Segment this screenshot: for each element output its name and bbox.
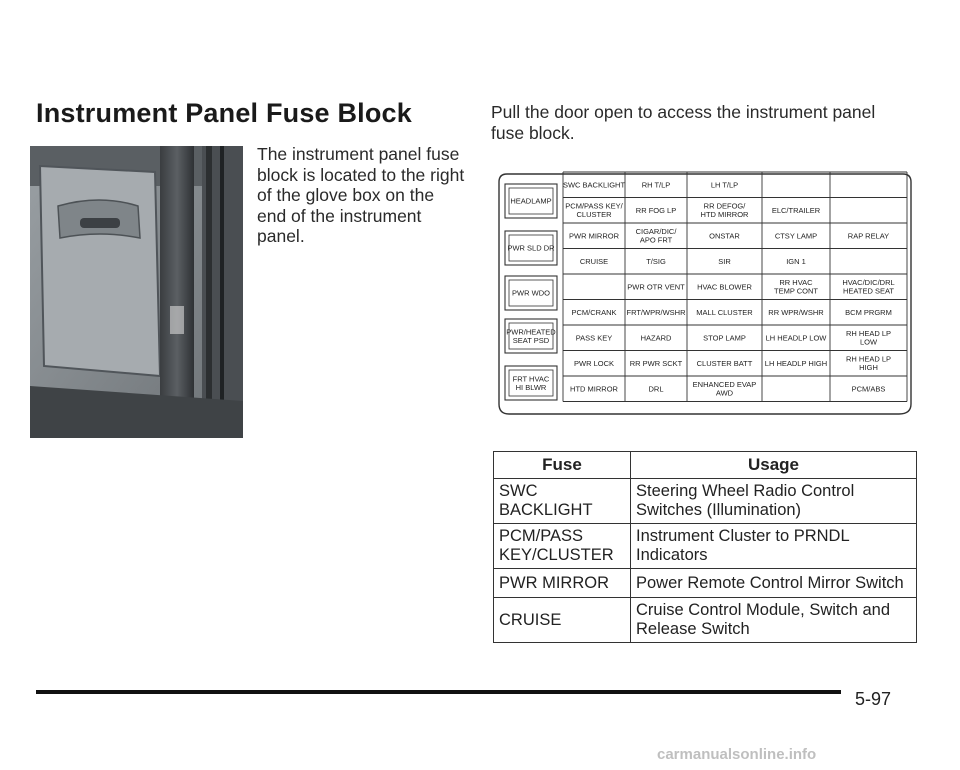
- fuse-label: PCM/PASS KEY/ CLUSTER: [565, 201, 623, 220]
- usage-text: Indicators: [636, 546, 708, 564]
- footer-rule: [36, 690, 841, 694]
- fuse-label: RR WPR/WSHR: [768, 307, 824, 317]
- fuse-block-diagram: [495, 168, 915, 420]
- usage-text: Instrument Cluster to PRNDL: [636, 527, 850, 545]
- fuse-label: RR DEFOG/ HTD MIRROR: [700, 201, 749, 220]
- relay-label: PWR WDO: [512, 288, 550, 298]
- fuse-label: RR PWR SCKT: [629, 358, 683, 368]
- fuse-label: SWC BACKLIGHT: [562, 180, 626, 190]
- access-paragraph: Pull the door open to access the instrument panel fuse block.: [491, 102, 876, 143]
- fuse-text: BACKLIGHT: [499, 501, 593, 519]
- usage-text: Cruise Control Module, Switch and: [636, 601, 891, 619]
- fuse-label: CLUSTER BATT: [696, 358, 753, 368]
- fuse-cell: [494, 479, 631, 524]
- usage-text: Release Switch: [636, 620, 750, 638]
- table-row: [494, 524, 917, 569]
- page-title: Instrument Panel Fuse Block: [36, 98, 412, 128]
- relay-label: FRT HVAC HI BLWR: [512, 374, 550, 392]
- fuse-label: ENHANCED EVAP AWD: [692, 380, 757, 398]
- relay-label: PWR SLD DR: [507, 243, 555, 253]
- fuse-label: HAZARD: [640, 333, 672, 343]
- fuse-text: SWC: [499, 482, 538, 500]
- page-number: 5-97: [855, 689, 892, 709]
- fuse-label: PCM/ABS: [851, 384, 886, 394]
- fuse-label: DRL: [648, 384, 664, 394]
- usage-cell: [631, 524, 917, 569]
- fuse-label: BCM PRGRM: [845, 307, 892, 317]
- fuse-cell: [494, 598, 631, 643]
- watermark-footer: carmanualsonline.info: [657, 746, 817, 763]
- table-row: [494, 479, 917, 524]
- fuse-label: IGN 1: [786, 256, 806, 266]
- intro-paragraph: The instrument panel fuse block is located to the right of the glove box on the end of the instrument panel.: [257, 144, 465, 246]
- fuse-label: RR FOG LP: [635, 205, 677, 215]
- fuse-label: LH HEADLP HIGH: [764, 358, 828, 368]
- fuse-label: T/SIG: [646, 256, 666, 266]
- usage-cell: [631, 479, 917, 524]
- fuse-label: RH T/LP: [641, 180, 671, 190]
- fuse-label: HVAC BLOWER: [697, 282, 752, 292]
- fuse-label: ONSTAR: [709, 231, 740, 241]
- fuse-label: HVAC/DIC/DRL HEATED SEAT: [842, 278, 895, 296]
- fuse-label: PWR LOCK: [573, 358, 615, 368]
- glove-box-photo: [30, 146, 243, 438]
- fuse-text: KEY/CLUSTER: [499, 546, 614, 564]
- fuse-cell: [494, 569, 631, 598]
- fuse-text: PWR MIRROR: [499, 573, 609, 592]
- fuse-text: PCM/PASS: [499, 527, 584, 545]
- fuse-label: RAP RELAY: [847, 231, 890, 241]
- fuse-text: CRUISE: [499, 610, 562, 629]
- fuse-label: CRUISE: [579, 256, 609, 266]
- fuse-usage-table: [493, 451, 917, 643]
- fuse-label: ELC/TRAILER: [771, 205, 821, 215]
- fuse-label: FRT/WPR/WSHR: [626, 307, 686, 317]
- relay-label: HEADLAMP: [510, 196, 552, 206]
- fuse-label: RH HEAD LP LOW: [845, 329, 892, 347]
- usage-cell: [631, 598, 917, 643]
- fuse-label: RH HEAD LP HIGH: [845, 354, 892, 373]
- table-header-row: [494, 452, 917, 479]
- fuse-label: PCM/CRANK: [571, 307, 617, 317]
- column-header-usage: Usage: [631, 452, 917, 479]
- fuse-label: PASS KEY: [575, 333, 613, 343]
- usage-text: Switches (Illumination): [636, 501, 802, 519]
- table-row: [494, 598, 917, 643]
- fuse-label: MALL CLUSTER: [696, 307, 753, 317]
- column-header-fuse: Fuse: [494, 452, 631, 479]
- fuse-label: LH HEADLP LOW: [765, 333, 827, 343]
- fuse-label: CTSY LAMP: [774, 231, 818, 241]
- fuse-label: HTD MIRROR: [570, 384, 618, 394]
- glove-box-photo-image: [30, 146, 243, 438]
- fuse-label: PWR MIRROR: [569, 231, 619, 241]
- usage-text: Power Remote Control Mirror Switch: [636, 573, 904, 592]
- fuse-label: LH T/LP: [710, 180, 739, 190]
- fuse-label: STOP LAMP: [703, 333, 746, 343]
- fuse-label: PWR OTR VENT: [627, 282, 685, 292]
- fuse-label: SIR: [718, 256, 731, 266]
- fuse-cell: [494, 524, 631, 569]
- usage-text: Steering Wheel Radio Control: [636, 482, 855, 500]
- fuse-label: CIGAR/DIC/ APO FRT: [635, 227, 677, 245]
- usage-cell: [631, 569, 917, 598]
- fuse-label: RR HVAC TEMP CONT: [773, 278, 819, 296]
- relay-label: PWR/HEATED SEAT PSD: [506, 327, 556, 345]
- table-row: [494, 569, 917, 598]
